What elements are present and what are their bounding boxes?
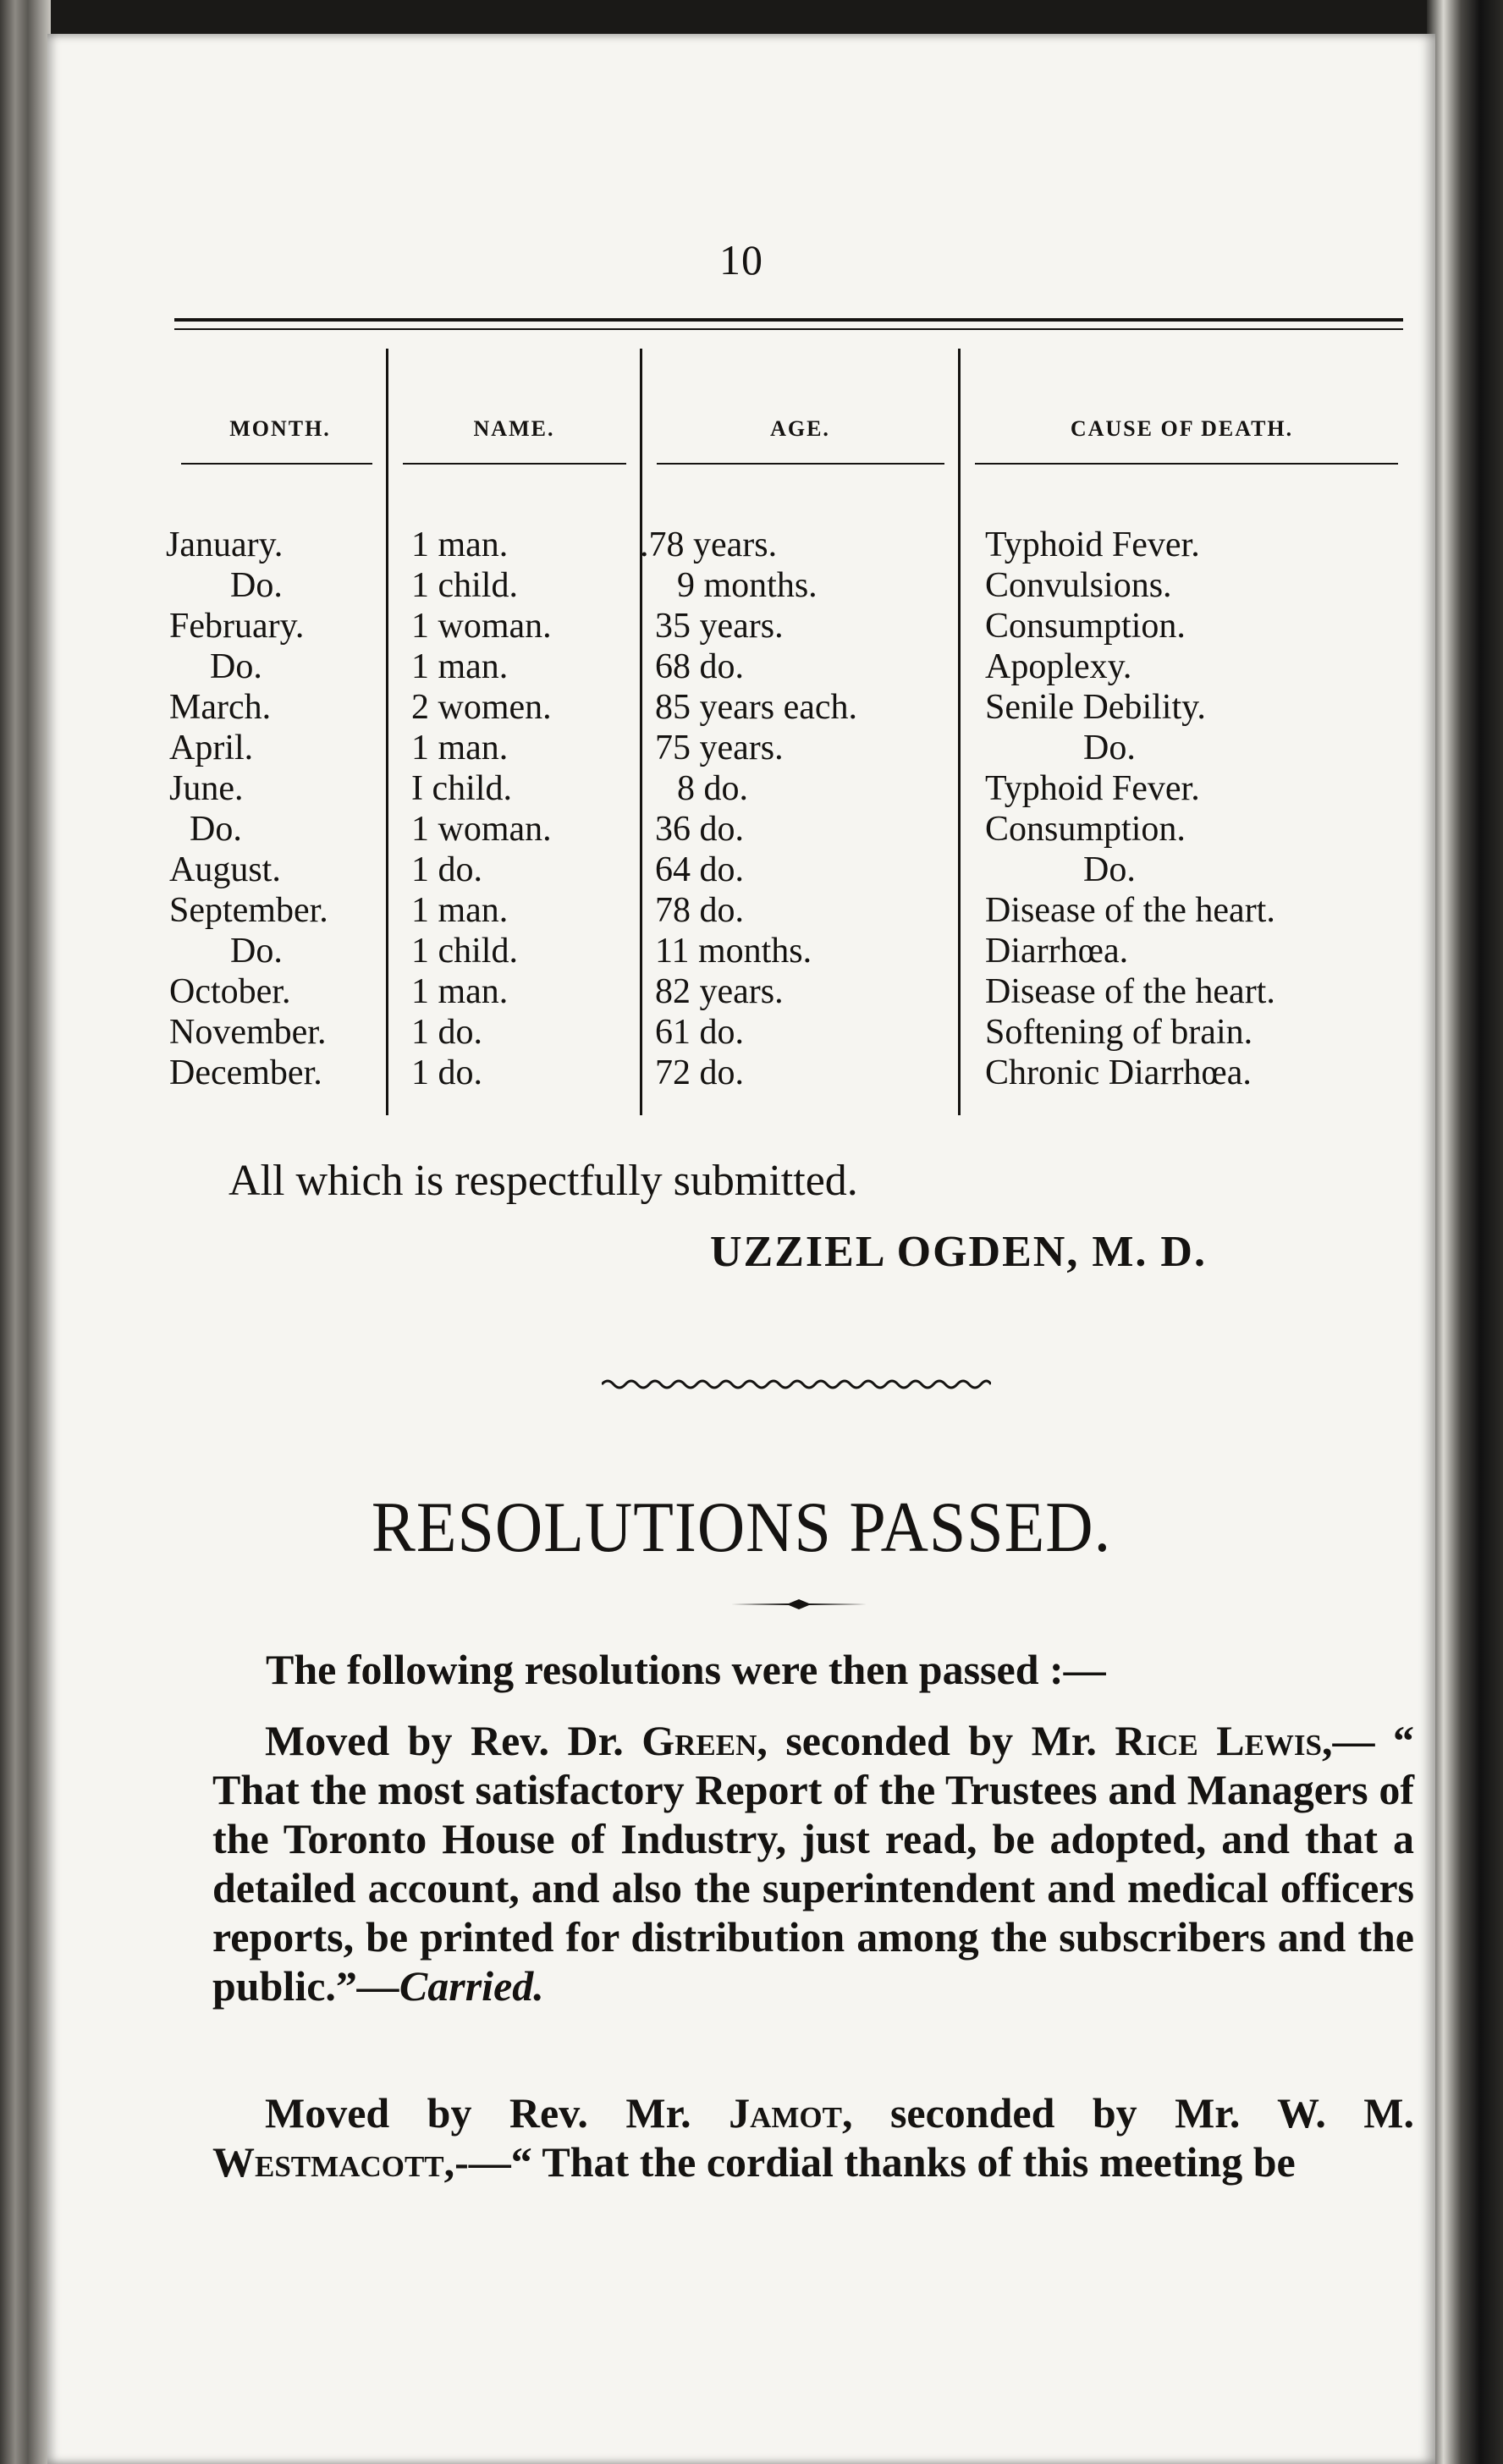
cell-month: Do. xyxy=(230,566,283,605)
cell-name: 1 woman. xyxy=(411,810,552,849)
header-underline xyxy=(181,463,372,465)
cell-name: 1 woman. xyxy=(411,607,552,646)
cell-name: 1 man. xyxy=(411,891,509,930)
cell-name: 1 man. xyxy=(411,729,509,767)
table-row xyxy=(47,809,1435,850)
cell-age: 9 months. xyxy=(677,566,818,605)
cell-age: 68 do. xyxy=(655,647,744,686)
cell-age: 11 months. xyxy=(655,932,812,971)
cell-month: November. xyxy=(169,1013,327,1052)
cell-age: 72 do. xyxy=(655,1053,744,1092)
cell-name: 1 do. xyxy=(411,1013,482,1052)
cell-cause: Senile Debility. xyxy=(985,688,1206,727)
cell-age: 85 years each. xyxy=(655,688,858,727)
wavy-divider xyxy=(602,1374,991,1394)
table-row xyxy=(47,890,1435,931)
header-age: AGE. xyxy=(770,416,830,441)
header-name: NAME. xyxy=(473,416,555,441)
cell-month: September. xyxy=(169,891,328,930)
cell-cause: Softening of brain. xyxy=(985,1013,1253,1052)
header-underline xyxy=(657,463,944,465)
resolutions-intro: The following resolutions were then passed :— xyxy=(266,1646,1106,1693)
cell-age: 61 do. xyxy=(655,1013,744,1052)
table-row xyxy=(47,606,1435,646)
cell-month: Do. xyxy=(210,647,262,686)
cell-month: March. xyxy=(169,688,272,727)
cell-cause: Typhoid Fever. xyxy=(985,769,1200,808)
cell-cause: Consumption. xyxy=(985,810,1186,849)
cell-month: October. xyxy=(169,972,291,1011)
cell-cause: Typhoid Fever. xyxy=(985,525,1200,564)
table-row xyxy=(47,971,1435,1012)
cell-name: 1 do. xyxy=(411,1053,482,1092)
cell-name: 1 child. xyxy=(411,932,518,971)
cell-age: 64 do. xyxy=(655,850,744,889)
table-row xyxy=(47,1012,1435,1053)
cell-cause: Convulsions. xyxy=(985,566,1172,605)
cell-age: 36 do. xyxy=(655,810,744,849)
cell-age: 75 years. xyxy=(655,729,784,767)
table-row xyxy=(47,728,1435,768)
header-cause: CAUSE OF DEATH. xyxy=(1070,416,1294,441)
cell-cause: Consumption. xyxy=(985,607,1186,646)
cell-month: Do. xyxy=(230,932,283,971)
cell-cause: Do. xyxy=(1083,729,1136,767)
resolution-1: Moved by Rev. Dr. Green, seconded by Mr. Rice Lewis,— “ That the most satisfactory Report of the Trustees and Managers of the Toronto House of Industry, just read, be adopted, and that a detailed account, and also the superintendent and medical officers reports, be printed for distribution among the subscribers and the public.”—Carried. xyxy=(212,1717,1415,2010)
book-binding-left xyxy=(0,0,51,2464)
cell-cause: Disease of the heart. xyxy=(985,891,1275,930)
cell-name: 1 man. xyxy=(411,972,509,1011)
table-top-rule xyxy=(174,318,1403,322)
header-underline xyxy=(403,463,626,465)
table-row xyxy=(47,646,1435,687)
cell-name: 1 child. xyxy=(411,566,518,605)
cell-cause: Do. xyxy=(1083,850,1136,889)
table-row xyxy=(47,687,1435,728)
table-row xyxy=(47,1053,1435,1093)
resolution-2: Moved by Rev. Mr. Jamot, seconded by Mr. W. M. Westmacott,-—“ That the cordial thanks of this meeting be xyxy=(212,2089,1414,2186)
cell-cause: Diarrhœa. xyxy=(985,932,1129,971)
cell-month: August. xyxy=(169,850,281,889)
cell-age: 35 years. xyxy=(655,607,784,646)
cell-month: February. xyxy=(169,607,305,646)
cell-name: 1 do. xyxy=(411,850,482,889)
header-month: MONTH. xyxy=(229,416,331,441)
signature: UZZIEL OGDEN, M. D. xyxy=(710,1228,1207,1276)
cell-age: .78 years. xyxy=(640,525,778,564)
cell-month: June. xyxy=(169,769,244,808)
section-heading: RESOLUTIONS PASSED. xyxy=(371,1487,1112,1567)
cell-cause: Chronic Diarrhœa. xyxy=(985,1053,1252,1092)
table-row xyxy=(47,931,1435,971)
table-row xyxy=(47,565,1435,606)
cell-cause: Disease of the heart. xyxy=(985,972,1275,1011)
cell-cause: Apoplexy. xyxy=(985,647,1132,686)
table-row xyxy=(47,525,1435,565)
cell-name: 1 man. xyxy=(411,525,509,564)
table-top-rule-thin xyxy=(174,328,1403,330)
page-number: 10 xyxy=(719,236,763,283)
cell-age: 82 years. xyxy=(655,972,784,1011)
header-underline xyxy=(975,463,1398,465)
dot-rule-ornament xyxy=(731,1594,867,1614)
cell-name: 2 women. xyxy=(411,688,552,727)
cell-name: I child. xyxy=(411,769,512,808)
cell-month: April. xyxy=(169,729,254,767)
book-page xyxy=(47,34,1435,2464)
cell-age: 8 do. xyxy=(677,769,748,808)
cell-month: Do. xyxy=(190,810,242,849)
book-binding-right xyxy=(1427,0,1503,2464)
cell-month: December. xyxy=(169,1053,322,1092)
table-row xyxy=(47,768,1435,809)
cell-month: January. xyxy=(166,525,284,564)
cell-name: 1 man. xyxy=(411,647,509,686)
table-row xyxy=(47,850,1435,890)
submitted-line: All which is respectfully submitted. xyxy=(228,1157,858,1205)
cell-age: 78 do. xyxy=(655,891,744,930)
